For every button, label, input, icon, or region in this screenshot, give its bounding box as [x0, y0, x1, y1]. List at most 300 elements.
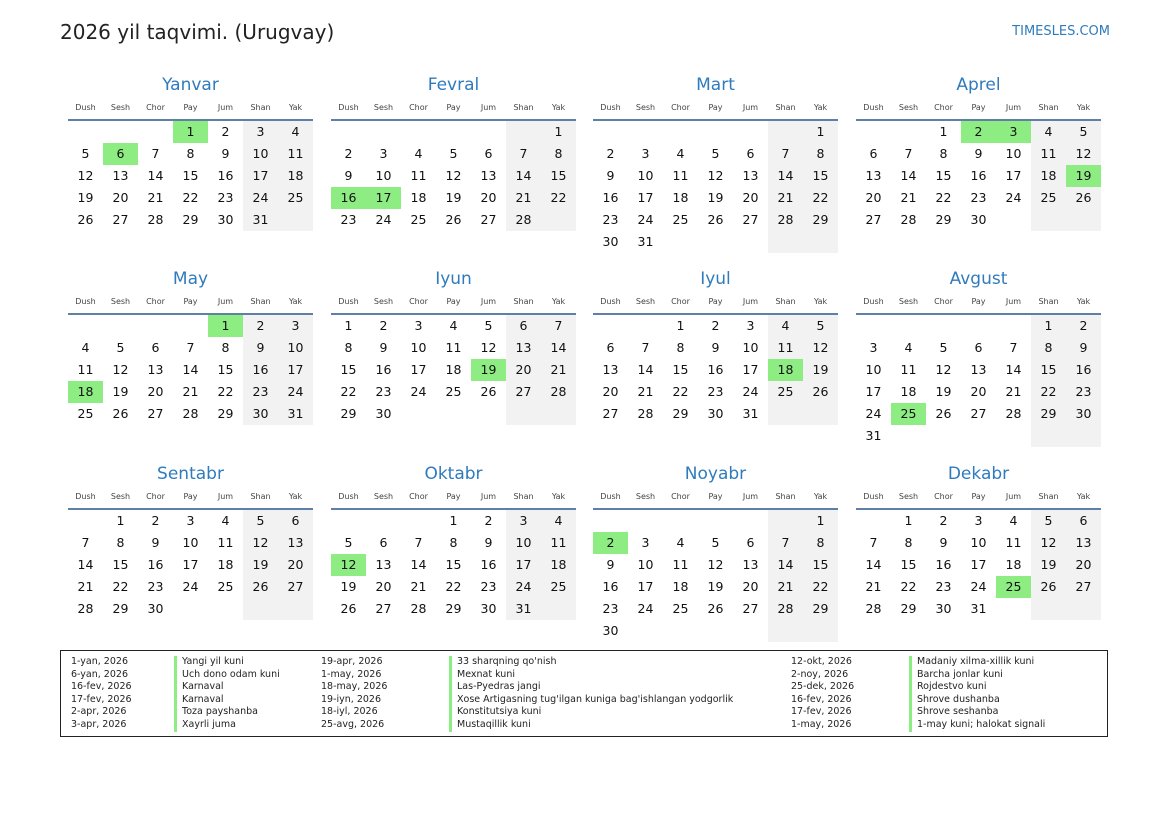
day-cell: 21 — [182, 384, 199, 399]
day-cell: 3 — [186, 513, 195, 528]
empty-cell — [961, 425, 996, 447]
month-dekabr — [856, 464, 1101, 620]
weekday-label: Pay — [708, 492, 723, 501]
day-cell: 28 — [410, 601, 427, 616]
day-cell: 5 — [939, 340, 948, 355]
weekday-label: Jum — [480, 492, 497, 501]
day-cell: 12 — [77, 168, 94, 183]
day-cell: 12 — [803, 337, 838, 359]
day-cell: 22 — [900, 579, 917, 594]
day-cell: 18 — [1031, 165, 1066, 187]
day-cell: 6 — [1066, 510, 1101, 532]
day-cell: 4 — [414, 146, 423, 161]
site-link[interactable]: TIMESLES.COM — [1012, 24, 1110, 39]
day-cell: 12 — [331, 554, 366, 576]
empty-cell — [138, 121, 173, 143]
day-cell: 11 — [278, 143, 313, 165]
day-cell: 15 — [803, 554, 838, 576]
empty-cell — [698, 231, 733, 253]
day-cell: 26 — [445, 212, 462, 227]
day-cell: 21 — [506, 187, 541, 209]
day-cell: 9 — [606, 168, 615, 183]
day-cell: 23 — [243, 381, 278, 403]
day-cell: 31 — [637, 234, 654, 249]
empty-cell — [436, 403, 471, 425]
day-cell: 10 — [742, 340, 759, 355]
day-cell: 4 — [1009, 513, 1018, 528]
day-cell: 7 — [506, 143, 541, 165]
holiday-name: Mustaqillik kuni — [449, 719, 733, 732]
day-cell: 10 — [1005, 146, 1022, 161]
weekday-label: Yak — [288, 103, 303, 112]
day-cell: 28 — [77, 601, 94, 616]
day-cell: 13 — [147, 362, 164, 377]
day-cell: 14 — [865, 557, 882, 572]
day-cell: 14 — [768, 554, 803, 576]
weekday-label: Shan — [513, 492, 534, 501]
day-cell: 22 — [672, 384, 689, 399]
empty-cell — [593, 121, 628, 143]
weekday-label: Dush — [338, 103, 359, 112]
day-cell: 13 — [506, 337, 541, 359]
weekday-label: Pay — [183, 297, 198, 306]
holiday-date: 25-dek, 2026 — [791, 681, 855, 693]
day-cell: 18 — [445, 362, 462, 377]
empty-cell — [628, 121, 663, 143]
empty-cell — [856, 315, 891, 337]
day-cell: 3 — [974, 513, 983, 528]
weekday-header — [856, 295, 1101, 309]
empty-cell — [663, 121, 698, 143]
day-cell: 1 — [344, 318, 353, 333]
day-cell: 5 — [116, 340, 125, 355]
weekday-label: Yak — [1076, 492, 1091, 501]
holiday-date: 2-apr, 2026 — [71, 706, 127, 718]
days-grid — [68, 510, 313, 620]
empty-cell — [401, 510, 436, 532]
day-cell: 22 — [445, 579, 462, 594]
day-cell: 3 — [243, 121, 278, 143]
day-cell: 24 — [637, 601, 654, 616]
empty-cell — [541, 598, 576, 620]
day-cell: 9 — [939, 535, 948, 550]
weekday-label: Yak — [1076, 103, 1091, 112]
day-cell: 25 — [1031, 187, 1066, 209]
day-cell: 13 — [112, 168, 129, 183]
day-cell: 14 — [77, 557, 94, 572]
day-cell: 22 — [541, 187, 576, 209]
day-cell: 27 — [112, 212, 129, 227]
holiday-date: 16-fev, 2026 — [791, 693, 852, 705]
day-cell: 18 — [410, 190, 427, 205]
day-cell: 26 — [243, 576, 278, 598]
day-cell: 1 — [676, 318, 685, 333]
day-cell: 29 — [900, 601, 917, 616]
day-cell: 11 — [410, 168, 427, 183]
day-cell: 6 — [379, 535, 388, 550]
holiday-name: Karnaval — [174, 694, 280, 707]
day-cell: 2 — [593, 532, 628, 554]
weekday-label: Sesh — [898, 297, 919, 306]
empty-cell — [436, 121, 471, 143]
day-cell: 21 — [1005, 384, 1022, 399]
holiday-names-column — [909, 656, 1045, 732]
weekday-label: Sesh — [635, 297, 656, 306]
day-cell: 3 — [506, 510, 541, 532]
day-cell: 23 — [602, 212, 619, 227]
day-cell: 26 — [935, 406, 952, 421]
weekday-label: Chor — [671, 297, 690, 306]
day-cell: 21 — [147, 190, 164, 205]
day-cell: 24 — [1005, 190, 1022, 205]
day-cell: 24 — [410, 384, 427, 399]
days-grid — [856, 315, 1101, 447]
day-cell: 18 — [768, 359, 803, 381]
day-cell: 9 — [151, 535, 160, 550]
day-cell: 14 — [900, 168, 917, 183]
day-cell: 21 — [865, 579, 882, 594]
empty-cell — [278, 598, 313, 620]
day-cell: 5 — [344, 535, 353, 550]
empty-cell — [506, 403, 541, 425]
day-cell: 29 — [182, 212, 199, 227]
day-cell: 8 — [541, 143, 576, 165]
day-cell: 14 — [1005, 362, 1022, 377]
weekday-label: Shan — [775, 297, 796, 306]
day-cell: 23 — [217, 190, 234, 205]
holiday-date: 19-iyn, 2026 — [321, 693, 382, 705]
weekday-header — [856, 101, 1101, 115]
day-cell: 11 — [217, 535, 234, 550]
day-cell: 23 — [970, 190, 987, 205]
day-cell: 29 — [935, 212, 952, 227]
day-cell: 19 — [471, 359, 506, 381]
weekday-label: Chor — [934, 103, 953, 112]
holiday-dates-column — [791, 656, 854, 732]
day-cell: 2 — [379, 318, 388, 333]
month-name: Mart — [696, 75, 735, 95]
day-cell: 15 — [112, 557, 129, 572]
day-cell: 16 — [602, 579, 619, 594]
weekday-label: Pay — [971, 103, 986, 112]
holiday-date: 19-apr, 2026 — [321, 656, 383, 667]
day-cell: 8 — [221, 340, 230, 355]
day-cell: 21 — [541, 359, 576, 381]
day-cell: 22 — [803, 187, 838, 209]
day-cell: 4 — [278, 121, 313, 143]
day-cell: 4 — [221, 513, 230, 528]
weekday-label: Yak — [551, 103, 566, 112]
day-cell: 16 — [217, 168, 234, 183]
day-cell: 6 — [484, 146, 493, 161]
empty-cell — [506, 121, 541, 143]
day-cell: 9 — [974, 146, 983, 161]
day-cell: 9 — [379, 340, 388, 355]
days-grid — [856, 121, 1101, 231]
day-cell: 25 — [217, 579, 234, 594]
weekday-label: Yak — [1076, 297, 1091, 306]
weekday-label: Jum — [217, 297, 234, 306]
holiday-date: 2-noy, 2026 — [791, 668, 849, 680]
weekday-label: Shan — [1038, 297, 1059, 306]
empty-cell — [173, 315, 208, 337]
day-cell: 7 — [541, 315, 576, 337]
day-cell: 25 — [541, 576, 576, 598]
day-cell: 19 — [803, 359, 838, 381]
day-cell: 18 — [278, 165, 313, 187]
day-cell: 6 — [606, 340, 615, 355]
day-cell: 4 — [1031, 121, 1066, 143]
holiday-date: 1-may, 2026 — [321, 668, 382, 680]
empty-cell — [698, 121, 733, 143]
empty-cell — [803, 231, 838, 253]
day-cell: 5 — [243, 510, 278, 532]
holiday-name: Rojdestvo kuni — [909, 681, 1045, 694]
day-cell: 8 — [1031, 337, 1066, 359]
holiday-names-column — [449, 656, 733, 732]
day-cell: 1 — [541, 121, 576, 143]
empty-cell — [891, 315, 926, 337]
weekday-label: Dush — [75, 492, 96, 501]
day-cell: 11 — [445, 340, 462, 355]
day-cell: 28 — [637, 406, 654, 421]
day-cell: 16 — [147, 557, 164, 572]
day-cell: 6 — [869, 146, 878, 161]
day-cell: 27 — [147, 406, 164, 421]
weekday-label: Jum — [217, 492, 234, 501]
day-cell: 12 — [707, 557, 724, 572]
day-cell: 16 — [480, 557, 497, 572]
weekday-label: Sesh — [635, 492, 656, 501]
weekday-label: Jum — [742, 492, 759, 501]
day-cell: 30 — [602, 623, 619, 638]
day-cell: 23 — [375, 384, 392, 399]
day-cell: 7 — [768, 532, 803, 554]
weekday-label: Jum — [480, 297, 497, 306]
weekday-label: Yak — [288, 297, 303, 306]
day-cell: 30 — [707, 406, 724, 421]
weekday-header — [593, 490, 838, 504]
day-cell: 28 — [147, 212, 164, 227]
day-cell: 3 — [746, 318, 755, 333]
weekday-label: Sesh — [373, 492, 394, 501]
day-cell: 19 — [707, 579, 724, 594]
month-fevral — [331, 75, 576, 231]
empty-cell — [996, 209, 1031, 231]
day-cell: 8 — [803, 532, 838, 554]
weekday-label: Chor — [146, 103, 165, 112]
weekday-label: Chor — [409, 297, 428, 306]
month-aprel — [856, 75, 1101, 231]
weekday-label: Chor — [671, 492, 690, 501]
day-cell: 16 — [243, 359, 278, 381]
weekday-label: Yak — [813, 297, 828, 306]
day-cell: 12 — [935, 362, 952, 377]
day-cell: 14 — [637, 362, 654, 377]
weekday-header — [593, 101, 838, 115]
holiday-name: Xayrli juma — [174, 719, 280, 732]
day-cell: 7 — [186, 340, 195, 355]
weekday-label: Pay — [446, 103, 461, 112]
weekday-label: Chor — [934, 492, 953, 501]
month-name: May — [172, 269, 209, 289]
day-cell: 17 — [366, 187, 401, 209]
weekday-label: Sesh — [373, 103, 394, 112]
day-cell: 15 — [340, 362, 357, 377]
day-cell: 29 — [112, 601, 129, 616]
day-cell: 6 — [151, 340, 160, 355]
day-cell: 12 — [112, 362, 129, 377]
empty-cell — [803, 620, 838, 642]
empty-cell — [68, 315, 103, 337]
day-cell: 5 — [484, 318, 493, 333]
day-cell: 14 — [182, 362, 199, 377]
day-cell: 31 — [278, 403, 313, 425]
month-name: Oktabr — [424, 464, 483, 484]
day-cell: 3 — [414, 318, 423, 333]
day-cell: 25 — [891, 403, 926, 425]
month-name: Aprel — [956, 75, 1001, 95]
empty-cell — [733, 510, 768, 532]
day-cell: 13 — [480, 168, 497, 183]
weekday-header — [68, 295, 313, 309]
day-cell: 15 — [1031, 359, 1066, 381]
day-cell: 22 — [1031, 381, 1066, 403]
day-cell: 7 — [414, 535, 423, 550]
day-cell: 20 — [970, 384, 987, 399]
weekday-label: Sesh — [898, 492, 919, 501]
day-cell: 28 — [768, 209, 803, 231]
day-cell: 4 — [904, 340, 913, 355]
day-cell: 24 — [506, 576, 541, 598]
month-name: Fevral — [427, 75, 480, 95]
day-cell: 23 — [602, 601, 619, 616]
day-cell: 13 — [278, 532, 313, 554]
weekday-label: Shan — [1038, 103, 1059, 112]
day-cell: 22 — [182, 190, 199, 205]
month-mart — [593, 75, 838, 253]
day-cell: 20 — [602, 384, 619, 399]
empty-cell — [401, 403, 436, 425]
empty-cell — [331, 121, 366, 143]
day-cell: 26 — [340, 601, 357, 616]
day-cell: 5 — [711, 146, 720, 161]
day-cell: 6 — [974, 340, 983, 355]
weekday-label: Chor — [671, 103, 690, 112]
days-grid — [593, 315, 838, 425]
holiday-name: Barcha jonlar kuni — [909, 669, 1045, 682]
day-cell: 1 — [116, 513, 125, 528]
day-cell: 26 — [1031, 576, 1066, 598]
day-cell: 29 — [445, 601, 462, 616]
day-cell: 25 — [996, 576, 1031, 598]
day-cell: 27 — [375, 601, 392, 616]
day-cell: 28 — [900, 212, 917, 227]
empty-cell — [1066, 598, 1101, 620]
weekday-label: Chor — [146, 492, 165, 501]
day-cell: 28 — [768, 598, 803, 620]
day-cell: 19 — [77, 190, 94, 205]
day-cell: 23 — [340, 212, 357, 227]
day-cell: 1 — [208, 315, 243, 337]
day-cell: 28 — [182, 406, 199, 421]
weekday-label: Pay — [446, 297, 461, 306]
holiday-names-column — [174, 656, 280, 732]
day-cell: 27 — [602, 406, 619, 421]
holiday-name: Uch dono odam kuni — [174, 669, 280, 682]
holiday-dates-column — [71, 656, 132, 732]
day-cell: 31 — [742, 406, 759, 421]
day-cell: 9 — [243, 337, 278, 359]
day-cell: 31 — [243, 209, 278, 231]
days-grid — [331, 315, 576, 425]
empty-cell — [891, 121, 926, 143]
day-cell: 16 — [970, 168, 987, 183]
day-cell: 24 — [243, 187, 278, 209]
empty-cell — [366, 121, 401, 143]
day-cell: 15 — [803, 165, 838, 187]
day-cell: 28 — [541, 381, 576, 403]
day-cell: 11 — [900, 362, 917, 377]
holiday-name: Madaniy xilma-xillik kuni — [909, 656, 1045, 669]
day-cell: 9 — [1066, 337, 1101, 359]
day-cell: 30 — [243, 403, 278, 425]
day-cell: 8 — [116, 535, 125, 550]
empty-cell — [768, 403, 803, 425]
empty-cell — [243, 598, 278, 620]
day-cell: 20 — [147, 384, 164, 399]
holiday-date: 18-may, 2026 — [321, 681, 388, 693]
day-cell: 19 — [935, 384, 952, 399]
empty-cell — [733, 620, 768, 642]
day-cell: 16 — [935, 557, 952, 572]
day-cell: 4 — [81, 340, 90, 355]
day-cell: 17 — [970, 557, 987, 572]
weekday-label: Pay — [971, 492, 986, 501]
day-cell: 2 — [221, 124, 230, 139]
day-cell: 3 — [641, 535, 650, 550]
day-cell: 23 — [147, 579, 164, 594]
day-cell: 1 — [449, 513, 458, 528]
empty-cell — [366, 510, 401, 532]
day-cell: 5 — [81, 146, 90, 161]
day-cell: 1 — [173, 121, 208, 143]
weekday-label: Shan — [513, 103, 534, 112]
day-cell: 8 — [904, 535, 913, 550]
day-cell: 30 — [480, 601, 497, 616]
empty-cell — [1031, 425, 1066, 447]
day-cell: 1 — [803, 121, 838, 143]
month-iyul — [593, 269, 838, 425]
empty-cell — [628, 510, 663, 532]
day-cell: 18 — [672, 190, 689, 205]
month-name: Sentabr — [157, 464, 224, 484]
days-grid — [593, 510, 838, 642]
day-cell: 17 — [278, 359, 313, 381]
weekday-label: Dush — [338, 297, 359, 306]
holiday-name: Mexnat kuni — [449, 669, 733, 682]
day-cell: 25 — [672, 212, 689, 227]
day-cell: 2 — [606, 146, 615, 161]
holiday-name: Shrove seshanba — [909, 706, 1045, 719]
day-cell: 29 — [340, 406, 357, 421]
day-cell: 19 — [112, 384, 129, 399]
day-cell: 2 — [711, 318, 720, 333]
day-cell: 5 — [711, 535, 720, 550]
day-cell: 25 — [445, 384, 462, 399]
day-cell: 2 — [484, 513, 493, 528]
weekday-header — [68, 101, 313, 115]
